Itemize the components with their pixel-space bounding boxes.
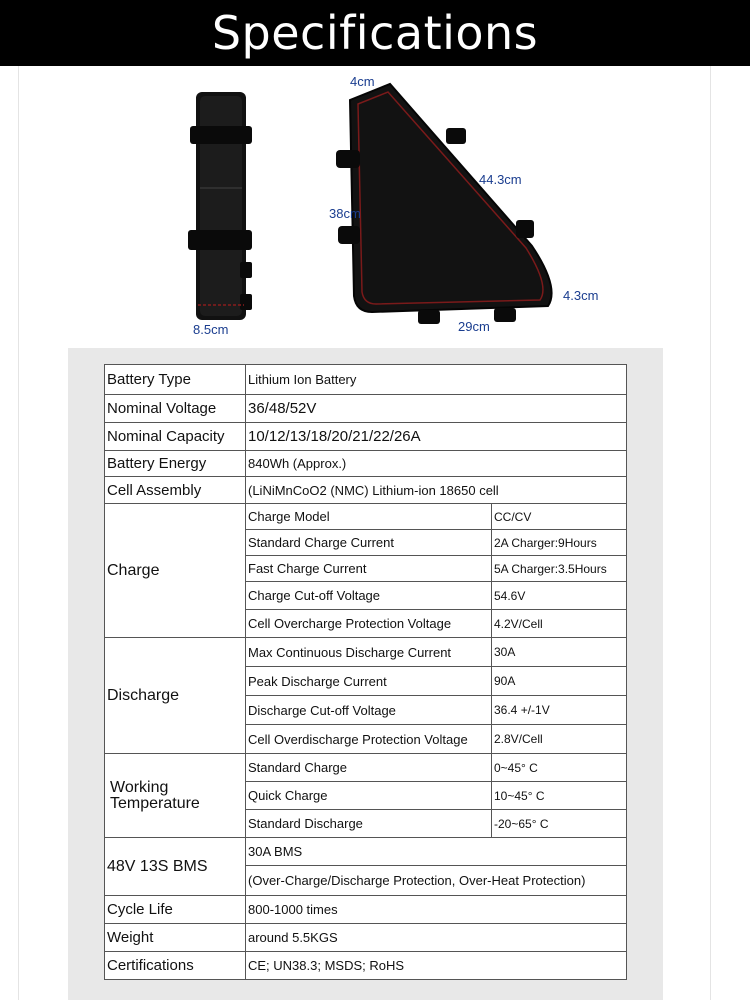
nominal-voltage-label: Nominal Voltage	[105, 395, 246, 423]
cell-assembly-value: (LiNiMnCoO2 (NMC) Lithium-ion 18650 cell	[246, 477, 627, 504]
charge-row-name: Charge Model	[246, 504, 492, 530]
hypotenuse-label: 44.3cm	[479, 172, 522, 187]
discharge-row-value: 2.8V/Cell	[492, 725, 627, 754]
battery-energy-value: 840Wh (Approx.)	[246, 451, 627, 477]
certifications-label: Certifications	[105, 952, 246, 980]
discharge-row-name: Max Continuous Discharge Current	[246, 638, 492, 667]
height-label: 38cm	[329, 206, 361, 221]
corner-label: 4.3cm	[563, 288, 599, 303]
table-row	[105, 952, 627, 980]
battery-bag-illustration	[0, 66, 750, 346]
header-bar	[0, 0, 750, 66]
table-row	[105, 504, 627, 530]
front-view-bag	[336, 84, 552, 324]
working-temperature-line2: Temperature	[110, 794, 200, 812]
bottom-width-label: 29cm	[458, 319, 490, 334]
table-row	[105, 451, 627, 477]
battery-type-label: Battery Type	[105, 365, 246, 395]
nominal-voltage-value: 36/48/52V	[246, 395, 627, 423]
discharge-row-name: Discharge Cut-off Voltage	[246, 696, 492, 725]
table-row	[105, 638, 627, 667]
temperature-row-name: Standard Charge	[246, 754, 492, 782]
charge-row-value: 4.2V/Cell	[492, 610, 627, 638]
table-row	[105, 754, 627, 782]
cycle-life-value: 800-1000 times	[246, 896, 627, 924]
temperature-row-value: 0~45° C	[492, 754, 627, 782]
temperature-row-name: Standard Discharge	[246, 810, 492, 838]
weight-label: Weight	[105, 924, 246, 952]
bms-line2: (Over-Charge/Discharge Protection, Over-Heat Protection)	[246, 866, 627, 896]
bms-label: 48V 13S BMS	[105, 838, 246, 896]
charge-row-value: CC/CV	[492, 504, 627, 530]
table-row	[105, 423, 627, 451]
table-row	[105, 395, 627, 423]
side-width-label: 8.5cm	[193, 322, 229, 337]
charge-row-value: 54.6V	[492, 582, 627, 610]
spec-table	[104, 364, 627, 980]
temperature-row-value: -20~65° C	[492, 810, 627, 838]
page-title: Specifications	[211, 6, 539, 60]
battery-type-value: Lithium Ion Battery	[246, 365, 627, 395]
charge-group-label: Charge	[105, 504, 246, 638]
product-photo-area	[0, 66, 750, 346]
charge-row-name: Fast Charge Current	[246, 556, 492, 582]
discharge-row-value: 30A	[492, 638, 627, 667]
table-row	[105, 477, 627, 504]
discharge-row-value: 36.4 +/-1V	[492, 696, 627, 725]
discharge-row-name: Cell Overdischarge Protection Voltage	[246, 725, 492, 754]
top-width-label: 4cm	[350, 74, 375, 89]
table-row	[105, 924, 627, 952]
temperature-row-value: 10~45° C	[492, 782, 627, 810]
charge-row-name: Standard Charge Current	[246, 530, 492, 556]
bms-line1: 30A BMS	[246, 838, 627, 866]
charge-row-value: 5A Charger:3.5Hours	[492, 556, 627, 582]
table-row	[105, 896, 627, 924]
temperature-row-name: Quick Charge	[246, 782, 492, 810]
working-temperature-line1: Working	[110, 778, 169, 796]
nominal-capacity-label: Nominal Capacity	[105, 423, 246, 451]
working-temperature-label	[105, 754, 246, 838]
charge-row-name: Cell Overcharge Protection Voltage	[246, 610, 492, 638]
cycle-life-label: Cycle Life	[105, 896, 246, 924]
weight-value: around 5.5KGS	[246, 924, 627, 952]
discharge-group-label: Discharge	[105, 638, 246, 754]
side-view-bag	[188, 92, 252, 320]
charge-row-name: Charge Cut-off Voltage	[246, 582, 492, 610]
nominal-capacity-value: 10/12/13/18/20/21/22/26A	[246, 423, 627, 451]
battery-energy-label: Battery Energy	[105, 451, 246, 477]
certifications-value: CE; UN38.3; MSDS; RoHS	[246, 952, 627, 980]
table-row	[105, 838, 627, 866]
charge-row-value: 2A Charger:9Hours	[492, 530, 627, 556]
discharge-row-value: 90A	[492, 667, 627, 696]
table-row	[105, 365, 627, 395]
discharge-row-name: Peak Discharge Current	[246, 667, 492, 696]
cell-assembly-label: Cell Assembly	[105, 477, 246, 504]
